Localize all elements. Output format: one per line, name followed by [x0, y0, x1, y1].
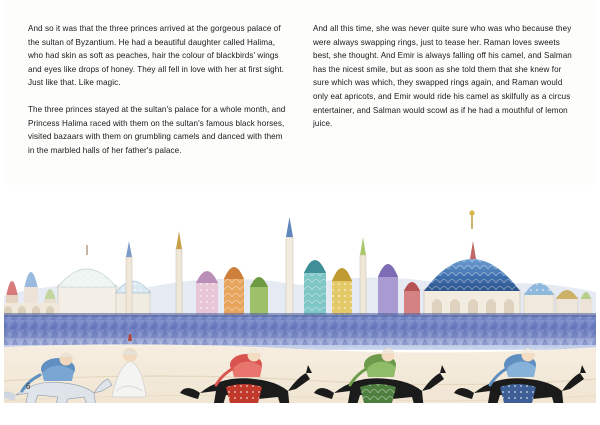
paragraph: The three princes stayed at the sultan's palace for a whole month, and Princess Halima raced with them on the sultan's famous black horses, visited bazaars with them on grumbling camels and danced with them in the marbled halls of her father's palace.: [28, 104, 286, 155]
page-number: 6: [26, 382, 31, 391]
page-left-margin: [0, 0, 4, 425]
page-right-margin: [596, 0, 600, 425]
paragraph: And all this time, she was never quite sure who was who because they were always swapping rings, just to tease her. Raman loves sweets best, she thought. And Emir is always falling off his camel, and Salman has the nicest smile, but as soon as she told them that she knew for sure which was which, they swapped rings again, and Raman would only eat apricots, and Emir would ride his camel as skilfully as a circus entertainer, and Salman would scowl as if he had a mouthful of lemon juice.: [313, 24, 572, 129]
illustration: [0, 185, 600, 425]
right-text-column: [313, 22, 572, 212]
page-text: [0, 22, 600, 212]
left-text-column: [28, 22, 287, 212]
paragraph: And so it was that the three princes arrived at the gorgeous palace of the sultan of Byzantium. He had a beautiful daughter called Halima, who had skin as soft as peaches, hair the colour of blackbirds' wings and eyes like drops of honey. They all fell in love with her at first sight. Just like that. Like magic.: [28, 24, 284, 88]
page-bottom-margin: [0, 403, 600, 425]
